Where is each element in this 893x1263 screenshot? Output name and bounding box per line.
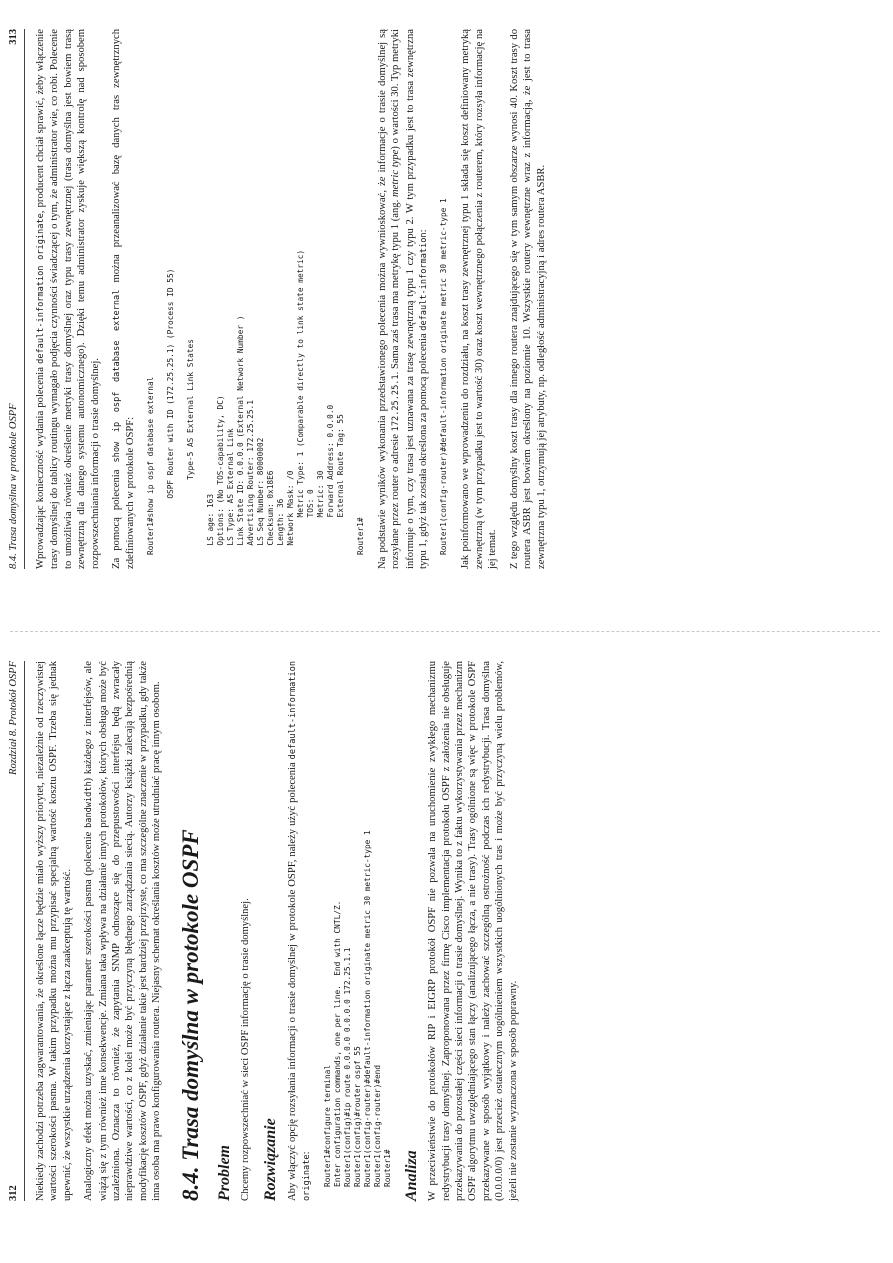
code-line: Checksum: 0x18E6	[265, 470, 275, 555]
code-line: LS age: 163	[205, 493, 215, 555]
code-line: Link State ID: 0.0.0.0 (External Network Number )	[235, 315, 245, 555]
right-page	[0, 0, 893, 631]
code-block	[323, 661, 393, 1187]
code-line: Length: 36	[275, 498, 285, 555]
paragraph: Z tego względu domyślny koszt trasy dla innego routera znajdującego się w tym samym obszarze wynosi 40. Koszt trasy do routera ASBR jest bowiem określony na poziomie 10. Wszystkie routery wewnętrzne wraz z informacją, że jest to trasa zewnętrzna typu 1, otrzymują jej atrybuty, np. odległość administracyjną i adres routera ASBR.	[508, 29, 547, 569]
code-line: Options: (No TOS-capability, DC)	[215, 395, 225, 555]
right-page-header	[8, 29, 25, 569]
section-title: 8.4. Trasa domyślna w protokole OSPF	[177, 829, 203, 1201]
running-head: 8.4. Trasa domyślna w protokole OSPF	[8, 403, 19, 569]
code-line: External Route Tag: 55	[335, 414, 345, 555]
code-line: Router1(config-router)#default-information originate metric 30 metric-type 1	[362, 830, 372, 1187]
paragraph: Niekiedy zachodzi potrzeba zagwarantowania, że określone łącze będzie miało wyższy priorytet, niezależnie od rzeczywistej wartości szerokości pasma. W takim przypadku można mu przypisać specjalną wartość kosztu OSPF. Trzeba się jednak upewnić, że wszystkie urządzenia korzystające z łącza zaakceptują tę wartość.	[35, 661, 73, 1201]
code-line: TOS: 0	[305, 489, 315, 555]
code-line: Router1(config)#router ospf 55	[352, 1046, 362, 1187]
code-block	[439, 29, 449, 555]
paragraph: Aby włączyć opcję rozsyłania informacji o trasie domyślnej w protokole OSPF, należy użyć polecenia default-information originate:	[286, 661, 313, 1201]
code-block	[146, 29, 366, 555]
page-number: 312	[8, 1185, 19, 1201]
paragraph: Wprowadzając konieczność wydania polecenia default-information originate, producent chciał sprawić, żeby włączenie trasy domyślnej do tablicy routingu wymagało podjęcia czynności świadczącej o tym, że administrator wie, co robi. Polecenie to umożliwia również określenie metryki trasy domyślnej oraz typu trasy zewnętrznej (trasa domyślna jest bowiem trasą zewnętrzną dla danego systemu autonomicznego). Dzięki temu administrator zyskuje większą kontrolę nad sposobem rozpowszechniania informacji o trasie domyślnej.	[35, 29, 101, 569]
right-page-body	[34, 29, 556, 569]
paragraph: Analogiczny efekt można uzyskać, zmieniając parametr szerokości pasma (polecenie bandwidth) każdego z interfejsów, ale wiążą się z tym również inne konsekwencje. Zmiana taka wpływa na działanie innych protokołów, których obsługa może być uzależniona. Oznacza to również, że zapytania SNMP odnoszące się do przepustowości interfejsu będą zwracały nieprawdziwe wartości, co z kolei może być przyczyną błędnego zarządzania siecią. Autorzy książki zalecają bezpośrednią modyfikację kosztów OSPF, gdyż działanie takie jest bardziej przejrzyste, co ma szczególne znaczenie w przypadku, gdy także inna osoba ma prawo konfigurowania routera. Niejasny schemat określania kosztów może utrudniać pracę innym osobom.	[83, 661, 163, 1201]
problem-heading: Problem	[215, 1145, 233, 1201]
code-line: Router1#	[382, 1149, 392, 1187]
code-line: Forward Address: 0.0.0.0	[325, 404, 335, 555]
code-line: Metric Type: 1 (Comparable directly to link state metric)	[295, 249, 305, 555]
left-page-body	[34, 661, 528, 1201]
code-line: Network Mask: /0	[285, 470, 295, 555]
code-line: LS Seq Number: 80000002	[255, 437, 265, 555]
code-line: Type-5 AS External Link States	[185, 339, 195, 555]
code-line: Enter configuration commands, one per line. End with CNTL/Z.	[332, 900, 342, 1187]
code-line: Router1#show ip ospf database external	[145, 376, 155, 555]
code-line: Router1#configure terminal	[322, 1064, 332, 1187]
left-page	[0, 632, 893, 1263]
analysis-heading: Analiza	[402, 1150, 420, 1201]
code-line: Router1(config-router)#default-information originate metric 30 metric-type 1	[439, 198, 449, 555]
paragraph: Za pomocą polecenia show ip ospf database external można przeanalizować bazę danych tras zewnętrznych zdefiniowanych w protokole OSPF:	[111, 28, 137, 569]
code-line: Router1(config-router)#end	[372, 1064, 382, 1187]
solution-heading: Rozwiązanie	[262, 1118, 280, 1201]
paragraph: Na podstawie wyników wykonania przedstawionego polecenia można wywnioskować, że informacje o trasie domyślnej są rozsyłane przez router o adresie 172.25.25.1. Sama zaś trasa ma metrykę typu 1 (ang. metric type) o wartości 30. Typ metryki informuje o tym, czy trasa jest uznawana za trasę zewnętrzną typu 1 czy typu 2. W tym przypadku jest to trasa zewnętrzna typu 1, gdyż tak została określona za pomocą polecenia default-information:	[376, 29, 430, 569]
code-line: Metric: 30	[315, 470, 325, 555]
paragraph: Jak poinformowano we wprowadzeniu do rozdziału, na koszt trasy zewnętrznej typu 1 składa się koszt definiowany metryką zewnętrzną (w tym przypadku jest to wartość 30) oraz koszt wewnętrznego połączenia z routerem, który rozsyła informację na jej temat.	[460, 29, 499, 569]
code-line: Router1#	[355, 517, 365, 555]
code-line: Advertising Router: 172.25.25.1	[245, 400, 255, 555]
paragraph: Chcemy rozpowszechniać w sieci OSPF informację o trasie domyślnej.	[240, 898, 252, 1201]
page-number: 313	[8, 29, 19, 45]
paragraph: W przeciwieństwie do protokołów RIP i EIGRP protokół OSPF nie pozwala na uruchomienie zwykłego mechanizmu redystrybucji trasy domyślnej. Zaproponowana przez firmę Cisco implementacja protokołu OSPF z założenia nie obsługuje przekazywania do pozostałej części sieci informacji o trasie domyślnej. Wynika to z faktu wykorzystywania przez mechanizm OSPF algorytmu uwzględniającego stan łączy (analizującego łącza, a nie trasy). Trasy ogólnione są więc w protokole OSPF przekazywane w sposób wyjątkowy i należy zachować szczególną ostrożność podczas ich redystrybucji. Trasa domyślna (0.0.0.0/0) jest przecież ostatecznym uogólnieniem wszystkich uogólnionych tras i może być przyczyną wielu problemów, jeżeli nie zostanie wyznaczona w sposób poprawny.	[427, 661, 519, 1201]
code-line: Router1(config)#ip route 0.0.0.0 0.0.0.0 172.25.1.1	[342, 947, 352, 1187]
running-head: Rozdział 8. Protokół OSPF	[8, 661, 19, 775]
left-page-header	[8, 661, 25, 1201]
code-line: LS Type: AS External Link	[225, 428, 235, 555]
code-line: OSPF Router with ID (172.25.25.1) (Process ID 55)	[165, 268, 175, 555]
